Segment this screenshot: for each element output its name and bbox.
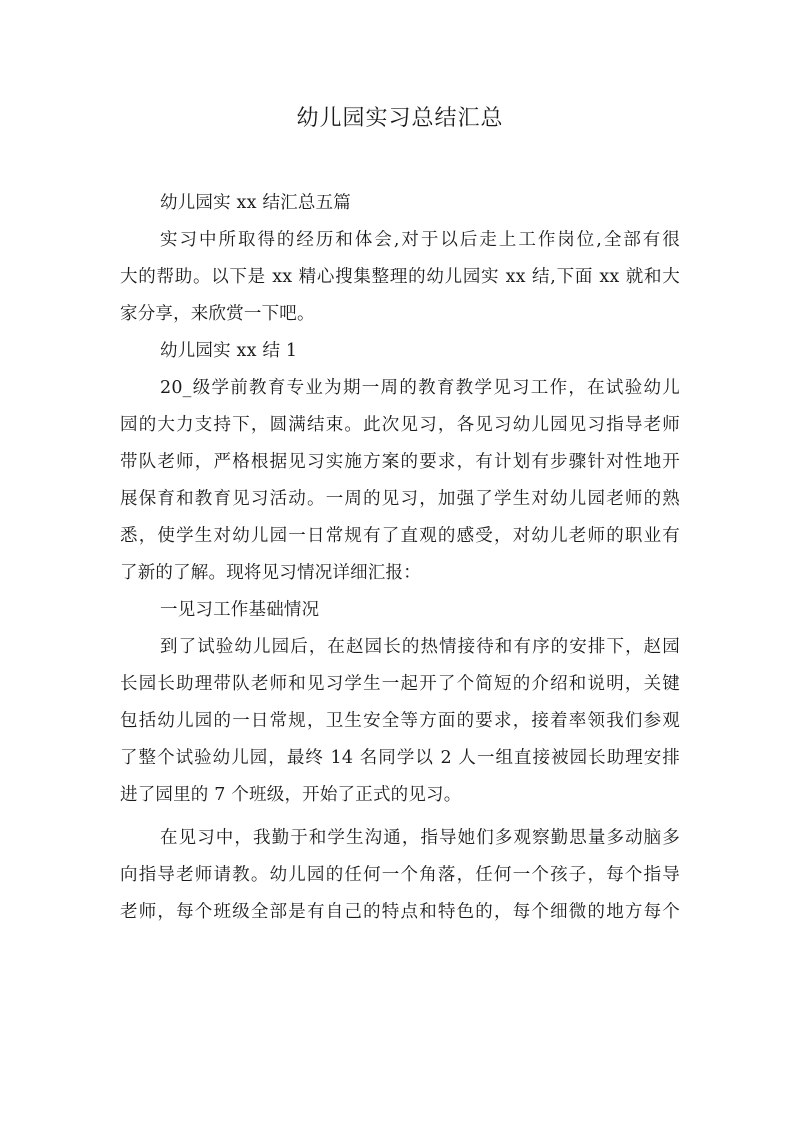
document-title: 幼儿园实习总结汇总 xyxy=(296,106,504,131)
paragraph-line: 包括幼儿园的一日常规，卫生安全等方面的要求，接着率领我们参观 xyxy=(120,711,680,731)
paragraph-line: 进了园里的 7 个班级，开始了正式的见习。 xyxy=(120,785,462,805)
document-body xyxy=(120,185,680,931)
section-heading: 一见习工作基础情况 xyxy=(160,600,320,620)
paragraph-line: 园的大力支持下，圆满结束。此次见习，各见习幼儿园见习指导老师 xyxy=(120,415,680,435)
paragraph-line: 了新的了解。现将见习情况详细汇报： xyxy=(120,563,421,583)
paragraph-line: 向指导老师请教。幼儿园的任何一个角落，任何一个孩子，每个指导 xyxy=(120,865,680,885)
paragraph-line: 到了试验幼儿园后，在赵园长的热情接待和有序的安排下，赵园 xyxy=(160,637,680,657)
paragraph-line: 大的帮助。以下是 xx 精心搜集整理的幼儿园实 xx 结,下面 xx 就和大 xyxy=(120,267,680,287)
paragraph-line: 带队老师，严格根据见习实施方案的要求，有计划有步骤针对性地开 xyxy=(120,452,680,472)
paragraph-line: 实习中所取得的经历和体会,对于以后走上工作岗位,全部有很 xyxy=(160,230,680,250)
paragraph-line: 悉，使学生对幼儿园一日常规有了直观的感受，对幼儿老师的职业有 xyxy=(120,526,680,546)
paragraph-line: 展保育和教育见习活动。一周的见习，加强了学生对幼儿园老师的熟 xyxy=(120,489,680,509)
paragraph-line: 在见习中，我勤于和学生沟通，指导她们多观察勤思量多动脑多 xyxy=(160,828,680,848)
paragraph-line: 了整个试验幼儿园，最终 14 名同学以 2 人一组直接被园长助理安排 xyxy=(120,748,680,768)
section-heading: 幼儿园实 xx 结 1 xyxy=(160,341,298,361)
paragraph-line: 长园长助理带队老师和见习学生一起开了个简短的介绍和说明，关键 xyxy=(120,674,680,694)
subtitle-line: 幼儿园实 xx 结汇总五篇 xyxy=(160,193,351,213)
paragraph-line: 20_级学前教育专业为期一周的教育教学见习工作，在试验幼儿 xyxy=(160,378,680,398)
paragraph-line: 家分享，来欣赏一下吧。 xyxy=(120,304,315,324)
paragraph-line: 老师，每个班级全部是有自己的特点和特色的，每个细微的地方每个 xyxy=(120,902,680,922)
